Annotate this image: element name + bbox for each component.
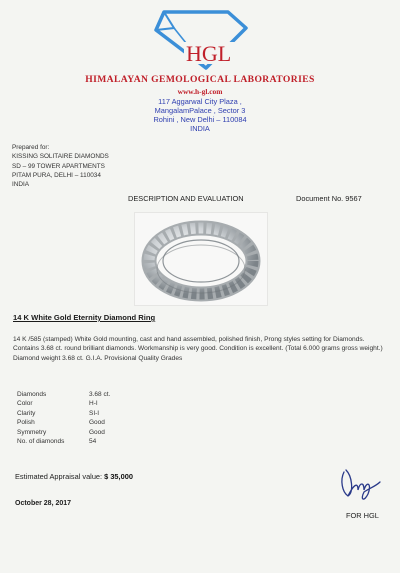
spec-value: Good [89, 428, 105, 436]
client-line: SD – 99 TOWER APARTMENTS [12, 162, 105, 170]
lab-address-line: INDIA [190, 124, 210, 133]
item-title: 14 K White Gold Eternity Diamond Ring [13, 313, 156, 322]
prepared-for-block [12, 143, 109, 189]
appraisal-label: Estimated Appraisal value: [15, 472, 103, 481]
prepared-for-label: Prepared for: [12, 144, 50, 151]
lab-address-line: Rohini , New Delhi – 110084 [153, 115, 247, 124]
spec-value: SI-I [89, 409, 100, 417]
item-description-block [13, 335, 391, 363]
document-number: Document No. 9567 [296, 194, 362, 203]
appraisal-line [15, 472, 133, 481]
spec-value: H-I [89, 400, 98, 408]
spec-label: Symmetry [17, 428, 47, 436]
appraisal-value: $ 35,000 [104, 472, 133, 481]
document-date: October 28, 2017 [15, 500, 72, 507]
item-description: 14 K /585 (stamped) White Gold mounting, cast and hand assembled, polished finish, Prong styles setting for Diamonds. Contains 3.68 ct. round brilliant diamonds. Workmanship is very good. Condition is excellent. (Total 6.000 grams gross weight.) [13, 336, 383, 353]
spec-value: 3.68 ct. [89, 391, 111, 398]
spec-value: 54 [89, 437, 97, 445]
section-heading: DESCRIPTION AND EVALUATION [128, 194, 244, 203]
diamond-logo-icon [150, 8, 250, 70]
lab-address-line: 117 Aggarwal City Plaza , [158, 97, 242, 106]
spec-value: Good [89, 419, 105, 427]
hgl-logo [150, 8, 250, 70]
logo-text: HGL [186, 41, 232, 66]
client-line: PITAM PURA, DELHI – 110034 [12, 171, 101, 179]
spec-label: Polish [17, 419, 35, 427]
signatory-label: FOR HGL [346, 511, 379, 520]
spec-label: Clarity [17, 409, 36, 417]
signature [334, 462, 384, 506]
lab-address-line: MangalamPalace , Sector 3 [154, 106, 246, 115]
spec-label: No. of diamonds [17, 437, 65, 445]
diamond-weight-line: Diamond weight 3.68 ct. G.I.A. Provisional Quality Grades [13, 354, 183, 362]
client-line: INDIA [12, 181, 30, 189]
ring-photo [134, 212, 268, 306]
client-line: KISSING SOLITAIRE DIAMONDS [12, 153, 109, 161]
spec-label: Diamonds [17, 391, 47, 398]
spec-label: Color [17, 400, 33, 408]
lab-name: HIMALAYAN GEMOLOGICAL LABORATORIES [85, 74, 315, 85]
lab-website[interactable]: www.h-gl.com [177, 87, 223, 96]
